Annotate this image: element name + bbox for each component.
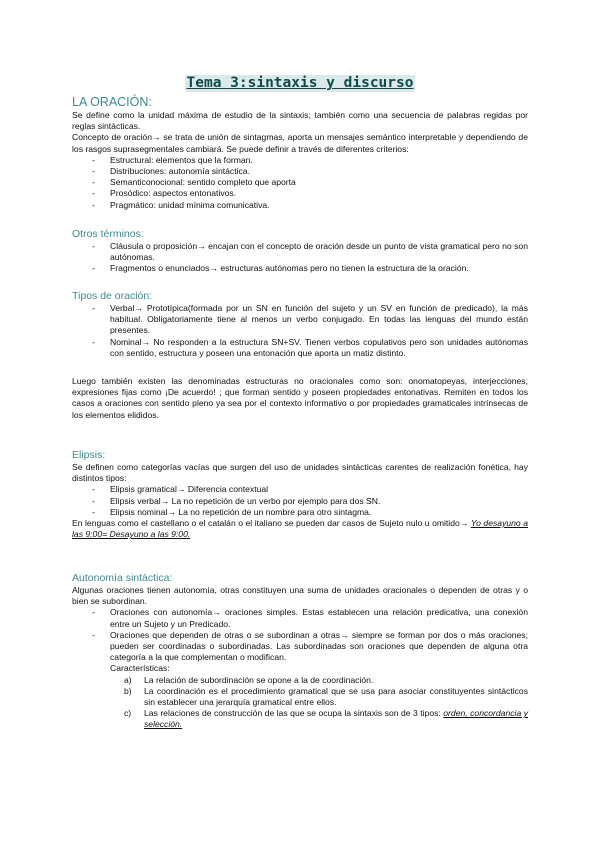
- section-elipsis: [72, 449, 528, 540]
- list-item: - Distribuciones: autonomía sintáctica.: [72, 166, 528, 177]
- sujeto-nulo-text: En lenguas como el castellano o el catalán o el italiano se pueden dar casos de Sujeto nulo u omitido→: [72, 518, 471, 529]
- tipos-list: [72, 303, 528, 359]
- list-item: - Estructural: elementos que la forman.: [72, 155, 528, 166]
- list-item: - Oraciones con autonomía→ oraciones simples. Estas establecen una relación predicativa, una conexión entre un Sujeto y un Predicado.: [72, 607, 528, 629]
- section-tipos-oracion: [72, 290, 528, 359]
- list-item: - Cláusula o proposición→ encajan con el concepto de oración desde un punto de vista gramatical pero no son autónomas.: [72, 241, 528, 263]
- list-item: - Elipsis gramatical→ Diferencia contextual: [72, 484, 528, 495]
- caracteristicas-label: Características:: [110, 663, 170, 674]
- criterios-list: [72, 155, 528, 211]
- caracteristicas-list: [72, 675, 528, 731]
- list-item: - Oraciones que dependen de otras o se subordinan a otras→ siempre se forman por dos o más oraciones; pueden ser coordinadas o subordinadas. Las subordinadas son oraciones que dependen de alguna otra categoría a la que complementan o modifican.: [72, 630, 528, 664]
- heading-elipsis: Elipsis:: [72, 449, 106, 461]
- paragraph-elipsis-definicion: Se definen como categorías vacías que surgen del uso de unidades sintácticas carentes de realización fonética, hay distintos tipos:: [72, 462, 528, 484]
- heading-otros-terminos: Otros términos:: [72, 228, 144, 240]
- heading-tipos-oracion: Tipos de oración:: [72, 290, 153, 302]
- list-item-text: La coordinación es el procedimiento gramatical que se usa para asociar constituyentes sintácticos sin establecer una jerarquía gramatical entre ellos.: [144, 685, 528, 708]
- section-otros-terminos: [72, 228, 528, 275]
- otros-list: [72, 241, 528, 275]
- tipos-relaciones-emphasis: orden, concordancia y selección.: [144, 708, 528, 730]
- elipsis-list: [72, 484, 528, 518]
- section-oracion: [72, 94, 528, 211]
- list-item: - Elipsis nominal→ La no repetición de un nombre para otro sintagma.: [72, 507, 528, 518]
- page-title: Tema 3:sintaxis y discurso: [186, 75, 414, 91]
- list-item: - Elipsis verbal→ La no repetición de un verbo por ejemplo para dos SN.: [72, 496, 528, 507]
- list-item-text: Las relaciones de construcción de las que se ocupa la sintaxis son de 3 tipos:: [144, 708, 444, 719]
- paragraph-concepto-oracion: Concepto de oración→ se trata de unión de sintagmas, aporta un mensajes semántico interpretable y dependiendo de los rasgos suprasegmentales cambiará. Se puede definir a través de diferentes criterios:: [72, 132, 528, 154]
- list-marker: b): [124, 685, 132, 696]
- sujeto-nulo-example: Yo desayuno a las 9:00= Desayuno a las 9:00.: [72, 518, 528, 540]
- list-item: [72, 675, 528, 686]
- list-item: - Verbal→ Prototípica(formada por un SN en función del sujeto y un SV en función de predicado), la más habitual. Obligatoriamente tiene al menos un verbo conjugado. En todas las lenguas del mundo están presentes.: [72, 303, 528, 337]
- list-item: [72, 708, 528, 730]
- list-item: - Nominal→ No responden a la estructura SN+SV. Tienen verbos copulativos pero son unidades autónomas con sentido, estructura y poseen una entonación que aporta un matiz distinto.: [72, 337, 528, 359]
- title-wrap: [0, 74, 600, 92]
- list-item: - Semanticonocional: sentido completo que aporta: [72, 177, 528, 188]
- section-autonomia: [72, 572, 528, 731]
- heading-autonomia: Autonomía sintáctica:: [72, 572, 173, 584]
- list-marker: c): [124, 708, 132, 719]
- paragraph-oracion-definicion: Se define como la unidad máxima de estudio de la sintaxis; también como una secuencia de palabras regidas por reglas sintácticas.: [72, 110, 528, 132]
- paragraph-estructuras-no-oracionales: Luego también existen las denominadas estructuras no oracionales como son: onomatopeyas, interjecciones, expresiones fijas como ¡De acuerdo! ; que forman sentido y poseen propiedades entonativas. Remiten en todos los casos a oraciones con sentido pleno ya sea por el contexto informativo o por propiedades gramaticales intrínsecas de los elementos elididos.: [72, 376, 528, 420]
- list-marker: a): [124, 674, 132, 685]
- paragraph-autonomia: Algunas oraciones tienen autonomía, otras constituyen una suma de unidades oracionales o dependen de otras y o bien se subordinan.: [72, 585, 528, 607]
- heading-oracion: LA ORACIÓN:: [72, 95, 152, 109]
- list-item: - Prosódico: aspectos entonativos.: [72, 188, 528, 199]
- autonomia-list: [72, 607, 528, 663]
- list-item-text: La relación de subordinación se opone a la de coordinación.: [144, 674, 374, 685]
- list-item: - Pragmático: unidad mínima comunicativa.: [72, 200, 528, 211]
- section-estructuras-no-oracionales: [72, 376, 528, 421]
- paragraph-sujeto-nulo: [72, 518, 528, 540]
- list-item: [72, 686, 528, 708]
- list-item: - Fragmentos o enunciados→ estructuras autónomas pero no tienen la estructura de la oración.: [72, 263, 528, 274]
